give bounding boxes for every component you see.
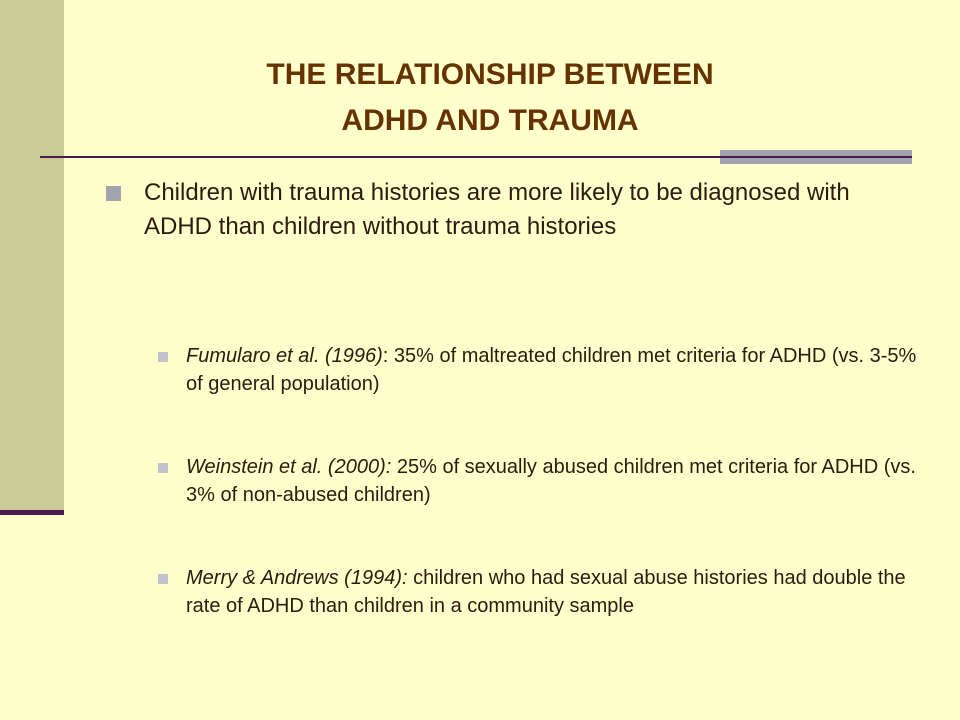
- square-bullet-icon: [158, 463, 168, 473]
- main-bullet-text: Children with trauma histories are more likely to be diagnosed with ADHD than children without trauma histories: [144, 179, 850, 240]
- main-bullet: [106, 176, 896, 244]
- left-decor-line: [0, 510, 64, 515]
- sub-bullet-weinstein: [158, 453, 918, 509]
- title-line-2: ADHD AND TRAUMA: [341, 104, 639, 137]
- citation: Fumularo et al. (1996): [186, 345, 383, 367]
- sub-bullet-text: [186, 453, 918, 509]
- divider-accent: [720, 150, 912, 164]
- title-line-1: THE RELATIONSHIP BETWEEN: [266, 58, 714, 91]
- sub-bullet-text: [186, 342, 918, 398]
- square-bullet-icon: [158, 574, 168, 584]
- sub-bullet-merry: [158, 564, 918, 620]
- citation: Merry & Andrews (1994):: [186, 567, 408, 589]
- finding: children who had sexual abuse histories had double the rate of ADHD than children in a community sample: [186, 567, 906, 617]
- finding: : 35% of maltreated children met criteria for ADHD (vs. 3-5% of general population): [186, 345, 917, 395]
- left-decor-bar: [0, 0, 64, 510]
- sub-bullet-text: [186, 564, 918, 620]
- finding: 25% of sexually abused children met criteria for ADHD (vs. 3% of non-abused children): [186, 456, 916, 506]
- slide-title: [140, 52, 840, 144]
- square-bullet-icon: [106, 186, 121, 201]
- square-bullet-icon: [158, 352, 168, 362]
- sub-bullet-fumularo: [158, 342, 918, 398]
- citation: Weinstein et al. (2000):: [186, 456, 392, 478]
